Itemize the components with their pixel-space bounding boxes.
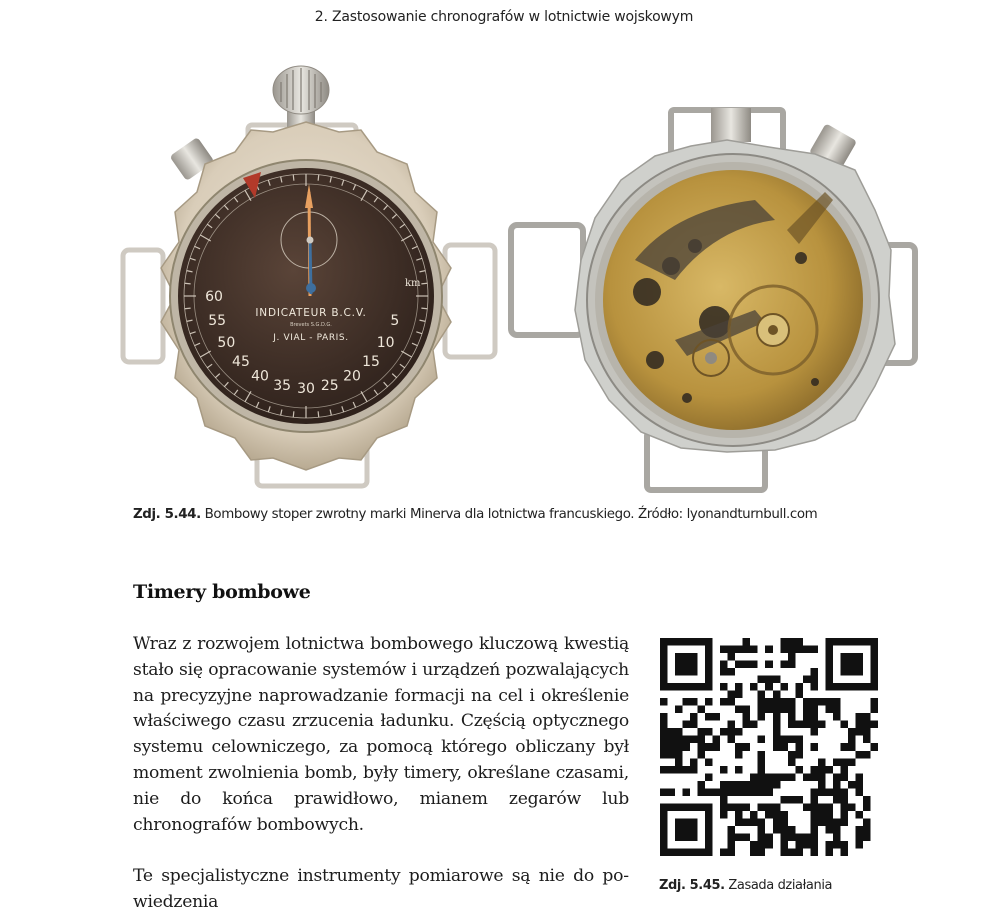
dial-numeral: 60 [205,289,223,305]
paragraph-2: Te specjalistyczne instrumenty pomiarowe są nie do powiedzenia [133,866,629,912]
dial-maker: J. VIAL - PARIS. [273,333,349,343]
dial-numeral: 25 [320,377,339,394]
running-head: 2. Zastosowanie chronografów w lotnictwie wojskowym [314,9,694,25]
stopwatch-front [123,66,495,486]
paragraph-1: Wraz z rozwojem lotnictwa bombowego kluczową kwestią stało się opracowanie systemów i urządzeń pozwalających na precyzyjne naprowadzanie formacji na cel i określenie właściwego czasu zrzucenia ładunku. Częścią optycznego systemu celowniczego, za pomocą którego obliczany był moment zwolnienia bomb, były timery, określane czasami, nie do końca prawidłowo, mianem zegarów lub chronografów bombowych. [133,634,629,835]
dial-numeral: 20 [343,368,361,385]
qr-caption-label: Zdj. 5.45. [659,878,725,893]
caption-text: Bombowy stoper zwrotny marki Minerva dla lotnictwa francuskiego. Źródło: lyonandturnbull.com [204,507,818,522]
stopwatch-back-movement [511,108,915,490]
qr-code[interactable] [660,638,878,856]
dial-numeral: 40 [251,368,269,385]
dial-numeral: 50 [217,335,236,351]
section-title: Timery bombowe [133,581,311,603]
figure-caption-5-45 [659,878,832,893]
dial-numeral: 15 [362,354,380,371]
dial-numeral: 35 [273,377,292,394]
figure-caption-5-44 [133,507,817,522]
dial-brand: INDICATEUR B.C.V. [255,307,367,319]
dial-numeral: 55 [208,312,227,329]
dial-numeral: 5 [390,312,400,329]
dial-unit: km [405,278,421,289]
dial-numeral: 45 [232,354,250,371]
stopwatch-photo [115,60,930,500]
dial-numeral: 10 [376,335,395,351]
dial-small-print: Brevets S.G.D.G. [290,322,332,328]
caption-label: Zdj. 5.44. [133,507,201,522]
dial-numeral: 30 [297,381,315,397]
qr-caption-text: Zasada działania [728,878,833,893]
